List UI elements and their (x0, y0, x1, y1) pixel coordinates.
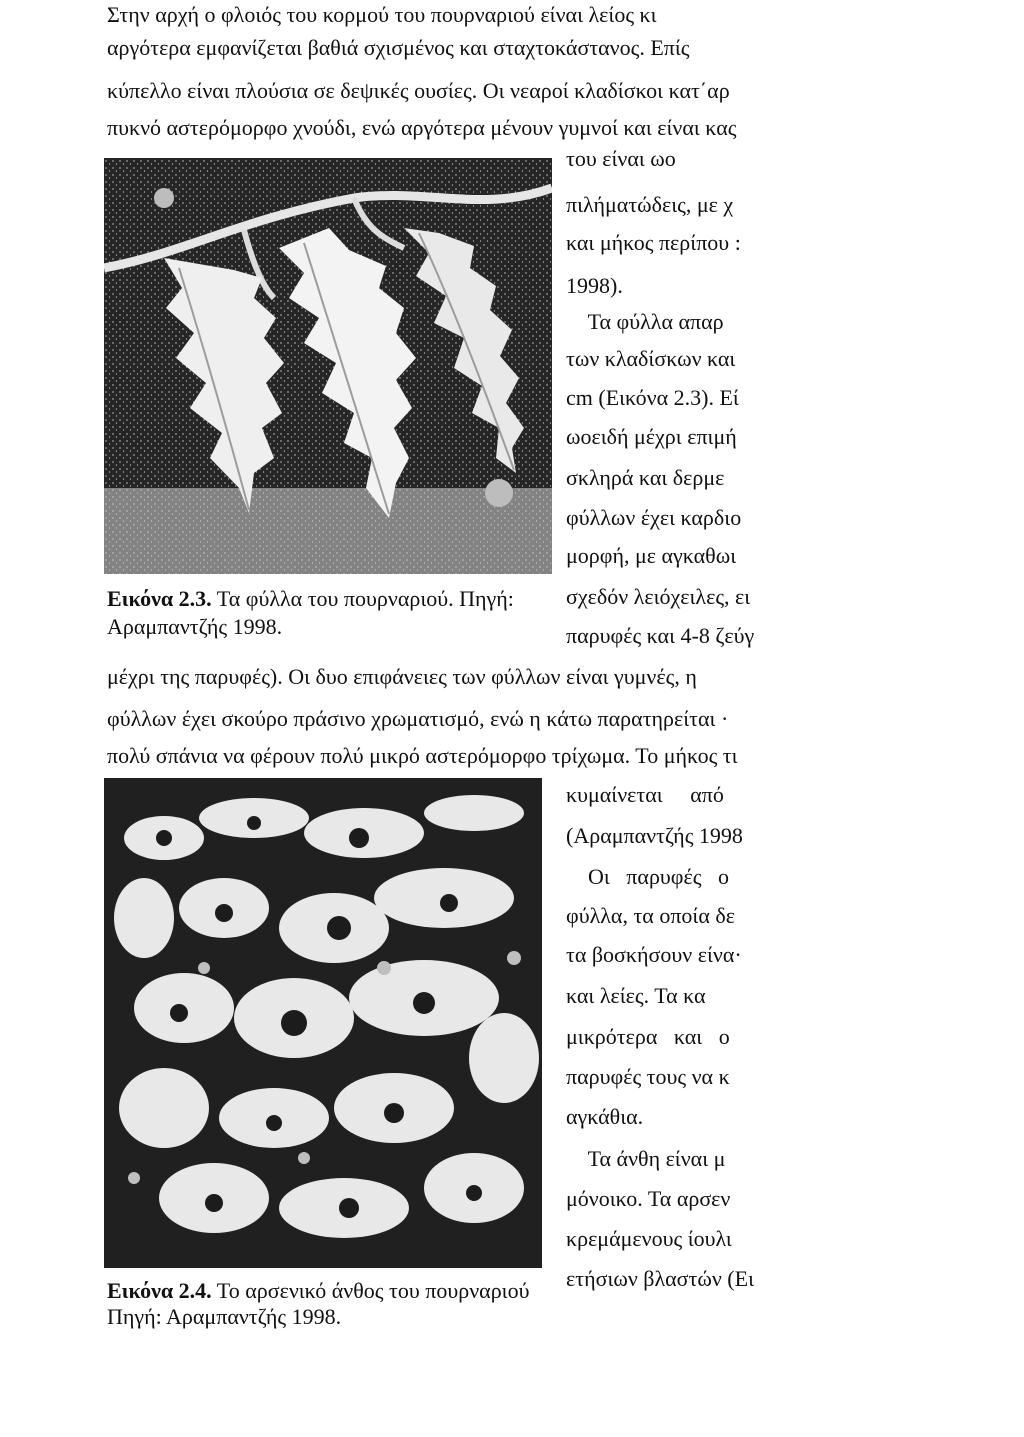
body-text-line: κύπελλο είναι πλούσια σε δεψικές ουσίες. Οι νεαροί κλαδίσκοι κατ΄αρ (107, 78, 730, 103)
side-text-line: Τα άνθη είναι μ (566, 1146, 726, 1171)
caption-text: Τα φύλλα του πουρναριού. Πηγή: (211, 586, 514, 611)
side-text-line: 1998). (566, 273, 623, 298)
side-text-line: σκληρά και δερμε (566, 465, 725, 490)
side-text-line: του είναι ωο (566, 146, 676, 171)
body-text-line: Στην αρχή ο φλοιός του κορμού του πουρναριού είναι λείος κι (107, 2, 657, 27)
figure-label: Εικόνα 2.4. (107, 1278, 212, 1303)
side-text-line: Τα φύλλα απαρ (566, 309, 724, 334)
caption-text: Το αρσενικό άνθος του πουρναριού (211, 1278, 530, 1303)
side-text-line: Οι παρυφές ο (566, 864, 729, 889)
side-text-line: ωοειδή μέχρι επιμή (566, 424, 737, 449)
side-text-line: των κλαδίσκων και (566, 346, 736, 371)
male-flower-photo (104, 778, 542, 1268)
caption-source: Πηγή: Αραμπαντζής 1998. (107, 1304, 342, 1329)
caption-source: Αραμπαντζής 1998. (107, 614, 283, 639)
side-text-line: μικρότερα και ο (566, 1024, 730, 1049)
side-text-line: φύλλα, τα οποία δε (566, 903, 735, 928)
side-text-line: και λείες. Τα κα (566, 983, 706, 1008)
figure-label: Εικόνα 2.3. (107, 586, 212, 611)
side-text-line: κυμαίνεται από (566, 782, 724, 807)
body-text-line: αργότερα εμφανίζεται βαθιά σχισμένος και σταχτοκάστανος. Επίς (107, 35, 690, 60)
side-text-line: παρυφές τους να κ (566, 1064, 730, 1089)
side-text-line: cm (Εικόνα 2.3). Εί (566, 385, 739, 410)
side-text-line: αγκάθια. (566, 1104, 644, 1129)
side-text-line: πιλήματώδεις, με χ (566, 192, 734, 217)
side-text-line: κρεμάμενους ίουλι (566, 1226, 732, 1251)
figure-caption (107, 584, 547, 614)
holly-leaves-photo (104, 158, 552, 574)
side-text-line: (Αραμπαντζής 1998 (566, 823, 743, 848)
body-text-line: πυκνό αστερόμορφο χνούδι, ενώ αργότερα μένουν γυμνοί και είναι κας (107, 115, 737, 140)
body-text-line: φύλλων έχει σκούρο πράσινο χρωματισμό, ενώ η κάτω παρατηρείται · (107, 706, 729, 731)
side-text-line: ετήσιων βλαστών (Ει (566, 1266, 754, 1291)
side-text-line: μορφή, με αγκαθωι (566, 543, 737, 568)
side-text-line: και μήκος περίπου : (566, 230, 741, 255)
side-text-line: σχεδόν λειόχειλες, ει (566, 584, 751, 609)
side-text-line: τα βοσκήσουν είνα· (566, 942, 742, 967)
side-text-line: φύλλων έχει καρδιο (566, 505, 742, 530)
body-text-line: πολύ σπάνια να φέρουν πολύ μικρό αστερόμορφο τρίχωμα. Το μήκος τι (107, 743, 738, 768)
side-text-line: μόνοικο. Τα αρσεν (566, 1186, 731, 1211)
side-text-line: παρυφές και 4-8 ζεύγ (566, 623, 755, 648)
body-text-line: μέχρι της παρυφές). Οι δυο επιφάνειες των φύλλων είναι γυμνές, η (107, 664, 697, 689)
